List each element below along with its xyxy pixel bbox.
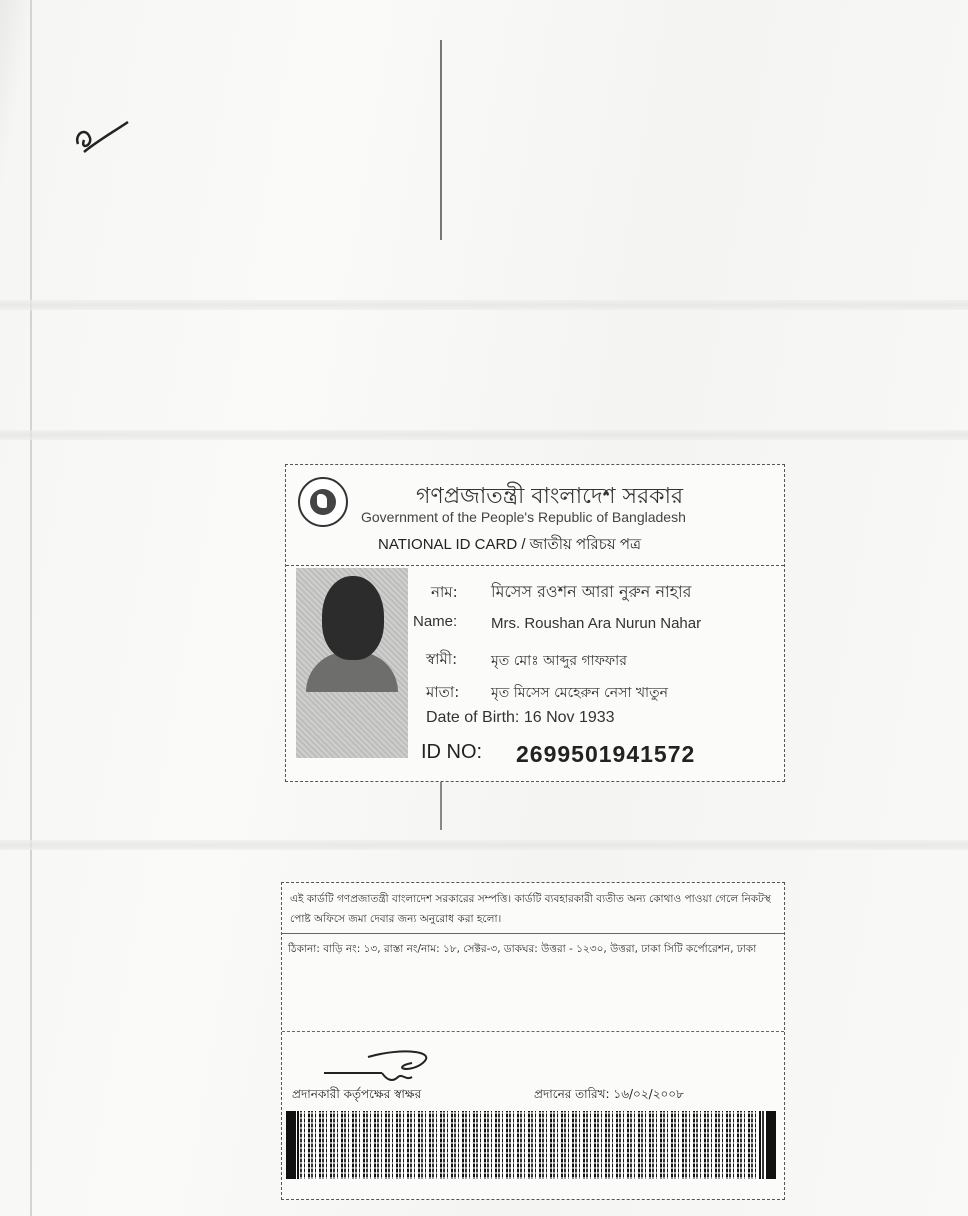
authority-signature xyxy=(322,1043,452,1087)
government-emblem-icon xyxy=(298,477,348,527)
divider xyxy=(282,1031,784,1032)
government-title-english: Government of the People's Republic of Bangladesh xyxy=(361,509,686,525)
paper-crease xyxy=(0,430,968,440)
id-card-front xyxy=(285,464,785,782)
dob-label: Date of Birth: xyxy=(426,709,520,726)
dob-value: 16 Nov 1933 xyxy=(523,709,615,726)
holder-photo xyxy=(296,568,408,758)
id-card-back xyxy=(281,882,785,1200)
pdf417-barcode xyxy=(286,1111,776,1179)
card-header xyxy=(286,465,784,566)
mother-value: মৃত মিসেস মেহেরুন নেসা খাতুন xyxy=(491,685,668,701)
address-text: ঠিকানা: বাড়ি নং: ১৩, রাস্তা নং/নাম: ১৮, সেক্টর-৩, ডাকঘর: উত্তরা - ১২৩০, উত্তরা, ঢাকা সিটি কর্পোরেশন, ঢাকা xyxy=(288,943,757,955)
issue-date-label: প্রদানের তারিখ: xyxy=(534,1087,610,1101)
husband-label: স্বামী: xyxy=(426,650,458,668)
handwritten-mark xyxy=(72,116,132,162)
issuing-authority-label: প্রদানকারী কর্তৃপক্ষের স্বাক্ষর xyxy=(292,1087,422,1101)
issue-date-value: ১৬/০২/২০০৮ xyxy=(613,1087,684,1101)
mother-label: মাতা: xyxy=(426,683,460,701)
husband-value: মৃত মোঃ আব্দুর গাফফার xyxy=(491,653,627,669)
paper-crease xyxy=(0,840,968,850)
name-bangla-label: নাম: xyxy=(431,583,458,601)
government-title-bangla: গণপ্রজাতন্ত্রী বাংলাদেশ সরকার xyxy=(416,484,684,509)
id-number-value: 2699501941572 xyxy=(516,741,696,767)
id-number-label: ID NO: xyxy=(421,741,483,763)
card-title: NATIONAL ID CARD / জাতীয় পরিচয় পত্র xyxy=(378,536,642,553)
divider xyxy=(282,933,784,934)
property-notice: এই কার্ডটি গণপ্রজাতন্ত্রী বাংলাদেশ সরকারের সম্পত্তি। কার্ডটি ব্যবহারকারী ব্যতীত অন্য কোথাও পাওয়া গেলে নিকটস্থ পোষ্ট অফিসে জমা দেবার জন্য অনুরোধ করা হলো। xyxy=(290,893,771,925)
name-english-value: Mrs. Roushan Ara Nurun Nahar xyxy=(491,615,702,632)
issue-date xyxy=(534,1086,684,1106)
name-bangla-value: মিসেস রওশন আরা নুরুন নাহার xyxy=(491,582,692,601)
paper-crease xyxy=(0,300,968,310)
date-of-birth xyxy=(426,709,615,727)
page-edge-shadow xyxy=(30,0,32,1216)
name-english-label: Name: xyxy=(413,613,458,630)
fold-line xyxy=(440,40,442,240)
